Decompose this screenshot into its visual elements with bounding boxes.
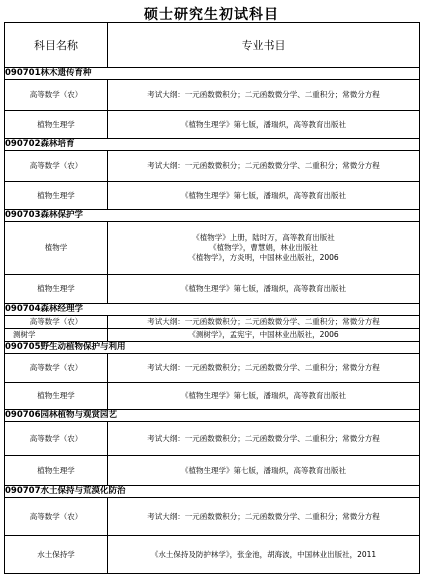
subject-name-cell: 植物生理学	[5, 275, 108, 304]
subject-name-cell: 高等数学（农）	[5, 316, 108, 329]
subject-row	[5, 536, 420, 574]
book-list-cell	[108, 498, 420, 536]
table-header-row	[5, 23, 420, 68]
book-line: 《植物生理学》第七版，潘瑞炽，高等教育出版社	[181, 190, 346, 200]
subject-name-cell: 高等数学（农）	[5, 498, 108, 536]
subject-name-cell: 水土保持学	[5, 536, 108, 574]
book-line: 考试大纲：一元函数微积分；二元函数微分学、二重积分；常微分方程	[147, 363, 380, 372]
book-line: 考试大纲：一元函数微积分；二元函数微分学、二重积分；常微分方程	[147, 511, 380, 521]
subject-name-cell: 高等数学（农）	[5, 422, 108, 456]
subject-row	[5, 456, 420, 486]
subject-row	[5, 151, 420, 182]
section-label: 090704森林经理学	[5, 304, 420, 316]
subject-name-cell: 植物生理学	[5, 456, 108, 486]
subject-name-cell: 高等数学（农）	[5, 80, 108, 111]
section-row	[5, 342, 420, 354]
document-title: 硕士研究生初试科目	[144, 7, 279, 23]
section-row	[5, 304, 420, 316]
subject-row	[5, 275, 420, 304]
subject-row	[5, 329, 420, 342]
book-list-cell	[108, 182, 420, 210]
section-label: 090703森林保护学	[5, 210, 420, 222]
book-line: 考试大纲：一元函数微积分；二元函数微分学、二重积分；常微分方程	[147, 433, 380, 443]
subject-row	[5, 498, 420, 536]
subject-row	[5, 422, 420, 456]
subject-name-cell: 植物学	[5, 222, 108, 275]
book-line: 《植物学》，方炎明，中国林业出版社，2006	[188, 253, 339, 262]
book-list-cell	[108, 422, 420, 456]
section-row	[5, 139, 420, 151]
book-line: 《植物生理学》第七版，潘瑞炽，高等教育出版社	[181, 284, 346, 293]
subject-name-cell: 测树学	[5, 329, 108, 342]
book-list-cell	[108, 383, 420, 410]
book-list-cell	[108, 536, 420, 574]
book-line: 考试大纲：一元函数微积分；二元函数微分学、二重积分；常微分方程	[147, 317, 380, 326]
book-line: 《植物生理学》第七版，潘瑞炽，高等教育出版社	[181, 391, 346, 400]
section-label: 090705野生动植物保护与利用	[5, 342, 420, 354]
subject-row	[5, 222, 420, 275]
section-row	[5, 210, 420, 222]
book-line: 考试大纲：一元函数微积分；二元函数微分学、二重积分；常微分方程	[147, 161, 380, 170]
subject-row	[5, 316, 420, 329]
book-list-cell	[108, 316, 420, 329]
section-row	[5, 68, 420, 80]
book-line: 《植物生理学》第七版，潘瑞炽，高等教育出版社	[181, 465, 346, 475]
subject-name-cell: 高等数学（农）	[5, 151, 108, 182]
book-list-cell	[108, 354, 420, 383]
subject-row	[5, 80, 420, 111]
book-line: 考试大纲：一元函数微积分；二元函数微分学、二重积分；常微分方程	[147, 90, 380, 99]
book-line: 《测树学》，孟宪宇，中国林业出版社，2006	[188, 330, 339, 339]
subject-row	[5, 354, 420, 383]
subject-name-cell: 植物生理学	[5, 182, 108, 210]
book-list-cell	[108, 456, 420, 486]
section-label: 090706园林植物与观赏园艺	[5, 410, 420, 422]
subject-row	[5, 111, 420, 139]
book-line: 《植物生理学》第七版，潘瑞炽，高等教育出版社	[181, 119, 346, 129]
book-list-cell	[108, 151, 420, 182]
book-list-cell	[108, 111, 420, 139]
header-subject-name: 科目名称	[5, 23, 108, 68]
book-line: 《水土保持及防护林学》，张金池，胡海波，中国林业出版社，2011	[150, 549, 377, 559]
section-row	[5, 486, 420, 498]
subject-name-cell: 植物生理学	[5, 111, 108, 139]
book-line: 《植物学》，曹慧娟，林业出版社	[209, 243, 318, 252]
book-list-cell	[108, 222, 420, 275]
subject-row	[5, 182, 420, 210]
book-list-cell	[108, 275, 420, 304]
section-row	[5, 410, 420, 422]
subject-name-cell: 高等数学（农）	[5, 354, 108, 383]
exam-subjects-table	[4, 22, 420, 574]
section-label: 090707水土保持与荒漠化防治	[5, 486, 420, 498]
subject-row	[5, 383, 420, 410]
subject-name-cell: 植物生理学	[5, 383, 108, 410]
book-line: 《植物学》上册，陆时万，高等教育出版社	[192, 233, 335, 242]
section-label: 090701林木遗传育种	[5, 68, 420, 80]
section-label: 090702森林培育	[5, 139, 420, 151]
book-list-cell	[108, 329, 420, 342]
header-books: 专业书目	[108, 23, 420, 68]
book-list-cell	[108, 80, 420, 111]
